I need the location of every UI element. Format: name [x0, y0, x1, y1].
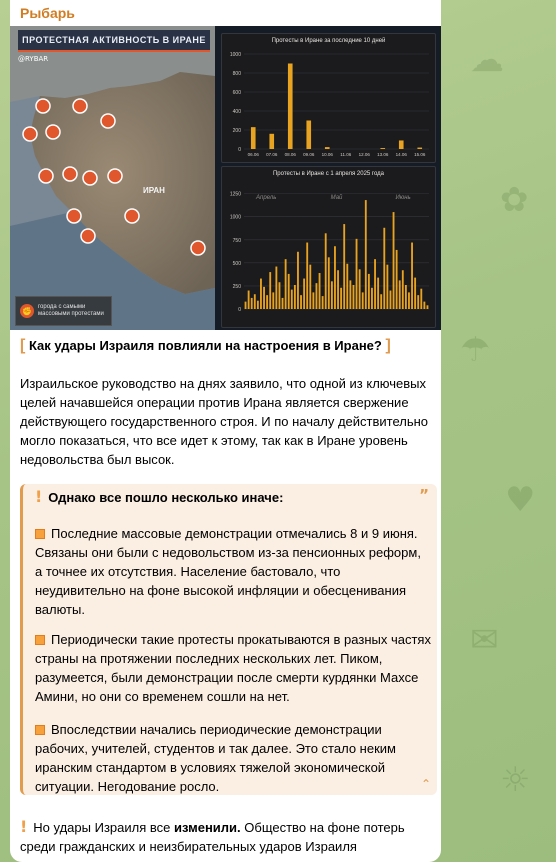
bar	[279, 282, 281, 309]
protest-marker	[23, 127, 37, 141]
bar	[322, 296, 324, 309]
bar	[402, 270, 404, 309]
protest-marker	[83, 171, 97, 185]
protest-marker	[191, 241, 205, 255]
chart-title: Протесты в Иране с 1 апреля 2025 года	[272, 171, 385, 177]
bar	[297, 252, 299, 309]
bar	[393, 212, 395, 309]
orange-square-icon	[35, 725, 45, 735]
bar	[300, 295, 302, 309]
quote-item-text: Впоследствии начались периодические демонстрации рабочих, учителей, студентов и так далее. Это стало неким иранским стандартом в условиях тяжелой экономической ситуации. Негодование росло.	[35, 722, 396, 794]
exclamation-icon: !	[35, 487, 43, 506]
bar	[291, 290, 293, 309]
brand-label: @RYBAR	[18, 55, 49, 63]
bar	[312, 292, 314, 309]
bar	[257, 301, 259, 309]
bar	[325, 147, 330, 149]
wallpaper-doodle-icon: ☼	[500, 760, 531, 800]
y-tick-label: 250	[232, 283, 241, 290]
final-paragraph	[20, 817, 434, 856]
final-text-bold: изменили.	[173, 820, 241, 835]
protest-marker	[108, 169, 122, 183]
bar	[245, 302, 247, 309]
bracket-close-icon: ]	[385, 337, 391, 354]
bar	[275, 267, 277, 309]
bar	[380, 294, 382, 309]
protest-marker	[101, 114, 115, 128]
bar	[353, 285, 355, 309]
bar	[365, 200, 367, 309]
bar	[294, 285, 296, 309]
bar	[383, 228, 385, 309]
bar	[390, 291, 392, 309]
exclamation-icon: !	[20, 817, 28, 836]
post-heading	[20, 336, 434, 355]
x-tick-label: 15.06	[414, 152, 426, 157]
bar	[269, 272, 271, 309]
protest-markers	[10, 26, 215, 330]
bar	[377, 278, 379, 309]
y-tick-label: 800	[232, 71, 241, 77]
wallpaper-doodle-icon: ✉	[470, 620, 499, 660]
bar	[371, 288, 373, 309]
bar	[399, 140, 404, 149]
bar	[251, 298, 253, 309]
x-tick-label: 09.06	[303, 152, 315, 157]
quote-item	[35, 524, 431, 619]
legend-label: города с самыми массовыми протестами	[38, 304, 104, 317]
protest-marker	[81, 229, 95, 243]
y-tick-label: 600	[232, 90, 241, 96]
bar	[337, 270, 339, 309]
bar	[374, 259, 376, 309]
y-tick-label: 0	[238, 147, 241, 153]
bar	[414, 278, 416, 309]
bar	[380, 148, 385, 149]
quote-item	[35, 720, 431, 796]
collapse-chevron-icon[interactable]: ⌃	[420, 777, 431, 791]
y-tick-label: 1000	[229, 214, 241, 221]
bar	[362, 292, 364, 309]
quote-item-text: Периодически такие протесты прокатываются в разных частях страны на протяжении последних нескольких лет. Пиком, разумеется, были демонстрации после смерти курдянки Махсе Амини, но они со временем сошли на нет.	[35, 632, 431, 704]
bar	[411, 243, 413, 309]
month-label: Май	[330, 195, 343, 201]
bracket-open-icon: [	[20, 337, 26, 354]
bar	[285, 259, 287, 309]
bar	[417, 295, 419, 309]
bar	[423, 302, 425, 309]
bar	[356, 239, 358, 309]
bar	[359, 269, 361, 309]
bar	[331, 281, 333, 309]
orange-square-icon	[35, 635, 45, 645]
x-tick-label: 06.06	[247, 152, 259, 157]
bar	[251, 127, 256, 149]
protest-city-icon: ✊	[20, 304, 34, 318]
sender-name[interactable]: Рыбарь	[20, 5, 75, 21]
bar	[303, 279, 305, 309]
message-bubble	[10, 0, 441, 862]
bar	[340, 288, 342, 309]
chart-title: Протесты в Иране за последние 10 дней	[271, 38, 386, 44]
protest-marker	[67, 209, 81, 223]
bar	[334, 246, 336, 309]
final-text-start: Но удары Израиля все	[33, 820, 174, 835]
bar	[427, 305, 429, 309]
bar	[368, 274, 370, 309]
bar	[399, 280, 401, 309]
y-tick-label: 0	[238, 307, 241, 313]
bar	[328, 257, 330, 309]
y-tick-label: 750	[232, 237, 241, 244]
bar	[316, 283, 318, 309]
blockquote[interactable]	[20, 484, 437, 795]
bar	[417, 148, 422, 149]
protest-marker	[125, 209, 139, 223]
y-tick-label: 500	[232, 260, 241, 267]
x-tick-label: 13.06	[377, 152, 389, 157]
bar	[269, 134, 274, 149]
x-tick-label: 11.06	[340, 152, 352, 157]
wallpaper-doodle-icon: ✿	[500, 180, 529, 220]
bar	[263, 287, 265, 309]
bar	[386, 265, 388, 309]
intro-paragraph: Израильское руководство на днях заявило, что одной из ключевых целей начавшейся операции против Ирана является свержение действующего государственного строя. И по началу действительно могло показаться, что все идет к этому, так как в Иране уровень недовольства был высок.	[20, 376, 429, 467]
x-tick-label: 10.06	[321, 152, 333, 157]
bar	[420, 289, 422, 309]
bar	[260, 279, 262, 309]
y-tick-label: 1000	[229, 52, 241, 58]
final-text-end: Общество на фоне потерь среди гражданских и неизбирательных ударов Израиля	[20, 820, 405, 854]
bar	[306, 243, 308, 309]
quote-item-text: Последние массовые демонстрации отмечались 8 и 9 июня. Связаны они были с недовольством из-за пенсионных реформ, а точнее их отсутствия. Население бастовало, что неудивительно на фоне высокой инфляции и обесценивания валюты.	[35, 526, 421, 617]
bar	[309, 265, 311, 309]
chart-plot	[222, 34, 435, 162]
month-label: Июнь	[395, 195, 411, 201]
protest-marker	[39, 169, 53, 183]
y-tick-label: 200	[232, 128, 241, 134]
map-legend	[15, 296, 112, 326]
map-title: ПРОТЕСТНАЯ АКТИВНОСТЬ В ИРАНЕ	[18, 30, 210, 50]
y-tick-label: 400	[232, 109, 241, 115]
protest-marker	[36, 99, 50, 113]
bar	[319, 273, 321, 309]
x-tick-label: 12.06	[358, 152, 370, 157]
protest-marker	[46, 125, 60, 139]
bar	[306, 121, 311, 150]
quote-heading-text: Однако все пошло несколько иначе:	[48, 490, 284, 505]
chart-plot	[222, 167, 435, 327]
bar	[288, 64, 293, 150]
bar	[248, 291, 250, 309]
x-tick-label: 08.06	[284, 152, 296, 157]
wallpaper-doodle-icon: ☁	[470, 40, 504, 80]
chart-last-10-days	[221, 33, 436, 163]
bar	[272, 292, 274, 309]
quote-heading	[35, 487, 431, 507]
orange-square-icon	[35, 529, 45, 539]
bar	[408, 292, 410, 309]
bar	[325, 233, 327, 309]
bar	[396, 250, 398, 309]
quote-mark-icon: ”	[419, 486, 429, 504]
month-label: Апрель	[256, 195, 277, 201]
bar	[346, 264, 348, 309]
bar	[282, 298, 284, 309]
country-label: ИРАН	[143, 186, 165, 195]
chart-since-april	[221, 166, 436, 328]
quote-item	[35, 630, 431, 706]
wallpaper-doodle-icon: ♥	[505, 480, 536, 520]
x-tick-label: 14.06	[395, 152, 407, 157]
bar	[254, 294, 256, 309]
bar	[349, 280, 351, 309]
x-tick-label: 07.06	[266, 152, 278, 157]
bar	[288, 274, 290, 309]
post-image[interactable]	[10, 26, 441, 330]
bar	[343, 224, 345, 309]
wallpaper-doodle-icon: ☂	[460, 330, 491, 370]
protest-marker	[73, 99, 87, 113]
y-tick-label: 1250	[229, 191, 241, 198]
bar	[405, 285, 407, 309]
bar	[266, 295, 268, 309]
heading-text: Как удары Израиля повлияли на настроения в Иране?	[28, 338, 382, 353]
protest-marker	[63, 167, 77, 181]
